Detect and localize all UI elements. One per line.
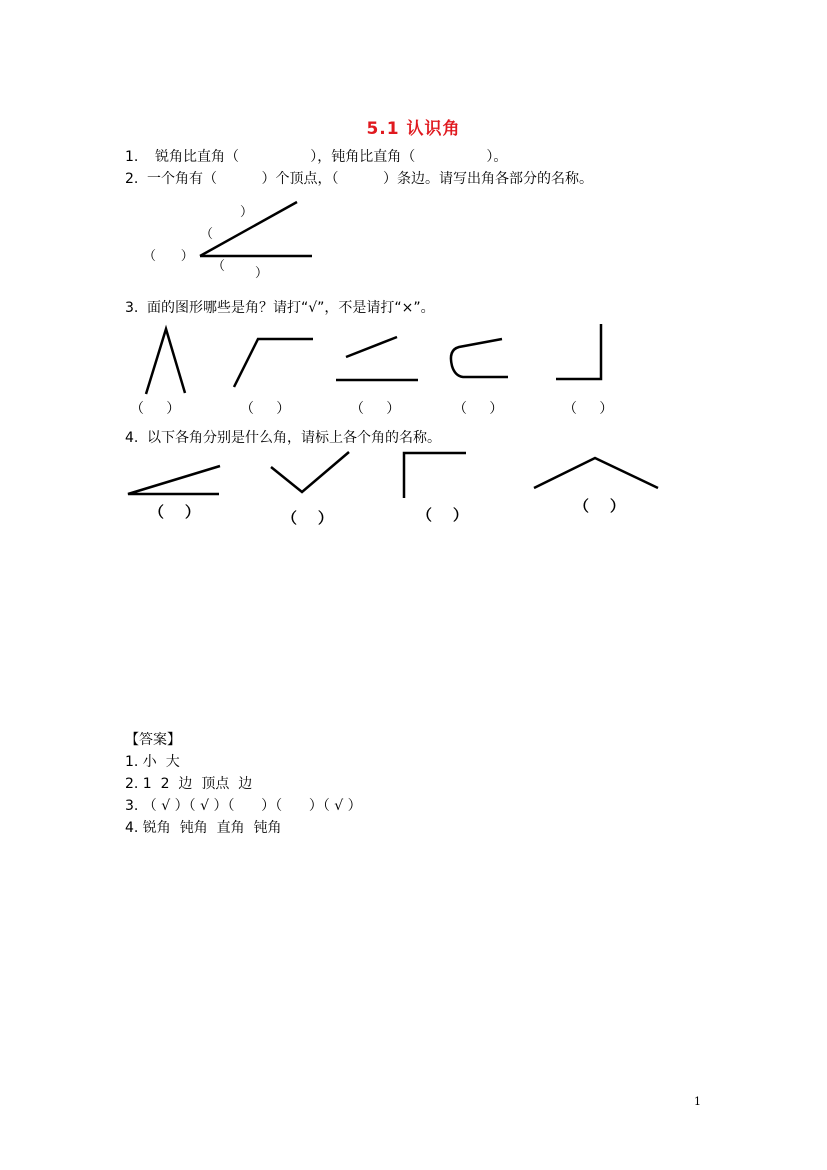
q2-paren-d: （ bbox=[212, 259, 226, 274]
answer-line-3: 3. （ √ ）（ √ ）（ ）（ ）（ √ ） bbox=[125, 798, 362, 814]
q4-angle-acute bbox=[128, 466, 220, 494]
q4-angle-v bbox=[271, 452, 349, 492]
q4-answer-paren-2: （ ） bbox=[282, 509, 333, 527]
q4-angle-right bbox=[404, 453, 466, 498]
q2-text: 一个角有（ ）个顶点，（ ）条边。请写出角各部分的名称。 bbox=[147, 171, 594, 187]
q4-text: 以下各角分别是什么角，请标上各个角的名称。 bbox=[147, 430, 441, 446]
q1-text: 锐角比直角（ ），钝角比直角（ ）。 bbox=[155, 149, 508, 165]
q4-number: 4. bbox=[125, 430, 139, 446]
answer-line-1: 1. 小 大 bbox=[125, 754, 180, 770]
q3-text: 面的图形哪些是角？请打“√”，不是请打“×”。 bbox=[147, 300, 435, 316]
q2-number: 2. bbox=[125, 171, 139, 187]
answer-line-4: 4. 锐角 钝角 直角 钝角 bbox=[125, 820, 282, 836]
q4-angle-obtuse bbox=[534, 458, 658, 488]
q3-answer-paren-2: （ ） bbox=[240, 401, 291, 417]
page-title: 5.1 认识角 bbox=[366, 119, 461, 139]
q3-answer-paren-4: （ ） bbox=[453, 401, 504, 417]
q2-paren-c: （ ） bbox=[143, 249, 194, 264]
page-number: 1 bbox=[694, 1095, 701, 1108]
q4-answer-paren-1: （ ） bbox=[149, 503, 200, 521]
answer-line-2: 2. 1 2 边 顶点 边 bbox=[125, 776, 253, 792]
q3-number: 3. bbox=[125, 300, 139, 316]
q3-answer-paren-3: （ ） bbox=[350, 401, 401, 417]
q4-answer-paren-3: （ ） bbox=[417, 506, 468, 524]
q3-answer-paren-5: （ ） bbox=[563, 401, 614, 417]
answers-heading: 【答案】 bbox=[125, 732, 181, 748]
q1-number: 1. bbox=[125, 149, 139, 165]
q2-paren-e: ） bbox=[255, 266, 269, 281]
q4-answer-paren-4: （ ） bbox=[574, 497, 625, 515]
q3-answer-paren-1: （ ） bbox=[130, 401, 181, 417]
q2-paren-a: ） bbox=[240, 205, 254, 220]
q2-paren-b: （ bbox=[200, 227, 214, 242]
